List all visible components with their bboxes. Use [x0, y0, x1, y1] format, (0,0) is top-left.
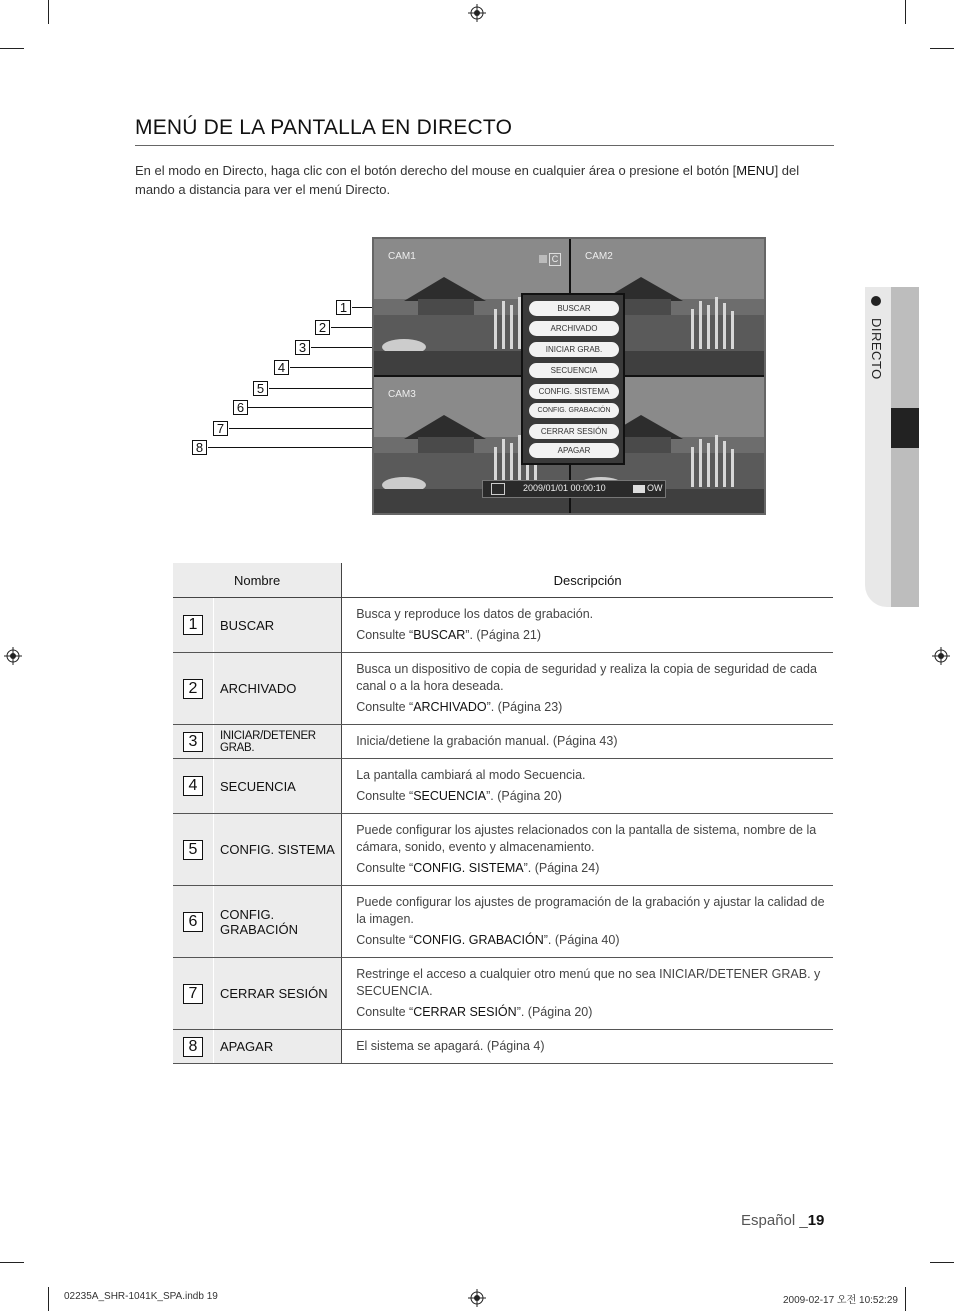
menu-item-iniciar-grab[interactable]: INICIAR GRAB.	[529, 342, 619, 357]
menu-item-archivado[interactable]: ARCHIVADO	[529, 321, 619, 336]
table-row	[173, 759, 833, 814]
side-tab-marker	[891, 408, 919, 448]
registration-mark-icon	[4, 647, 22, 665]
row-description: Busca y reproduce los datos de grabación.	[356, 607, 594, 621]
live-screen-screenshot	[372, 237, 766, 515]
row-description: Inicia/detiene la grabación manual. (Página 43)	[356, 734, 618, 748]
footer-page-number: 19	[807, 1212, 825, 1229]
row-description: Restringe el acceso a cualquier otro menú que no sea INICIAR/DETENER GRAB. y SECUENCIA.	[356, 967, 821, 998]
row-description: Puede configurar los ajustes de programación de la grabación y ajustar la calidad de la imagen.	[356, 895, 825, 926]
crop-mark	[930, 48, 954, 49]
status-time: 2009/01/01 00:00:10	[523, 483, 606, 493]
callout-1: 1	[336, 300, 351, 315]
menu-item-buscar[interactable]: BUSCAR	[529, 301, 619, 316]
row-number: 7	[183, 984, 203, 1004]
row-reference: Consulte “SECUENCIA”. (Página 20)	[356, 789, 562, 803]
row-name: BUSCAR	[214, 598, 342, 653]
callout-3: 3	[295, 340, 310, 355]
callout-6: 6	[233, 400, 248, 415]
table-row	[173, 886, 833, 958]
header-nombre: Nombre	[173, 563, 342, 598]
menu-key: MENU	[736, 163, 775, 178]
footer-file: 02235A_SHR-1041K_SPA.indb 19	[64, 1291, 218, 1302]
split-screen-icon	[491, 483, 505, 495]
status-ow: OW	[647, 483, 663, 493]
row-reference: Consulte “CONFIG. SISTEMA”. (Página 24)	[356, 861, 600, 875]
bullet-icon	[871, 296, 881, 306]
live-context-menu	[521, 293, 625, 465]
row-name: INICIAR/DETENER GRAB.	[214, 725, 342, 759]
row-number: 3	[183, 732, 203, 752]
row-name: ARCHIVADO	[214, 653, 342, 725]
callout-8: 8	[192, 440, 207, 455]
menu-description-table	[173, 563, 833, 1064]
crop-mark	[0, 1262, 24, 1263]
crop-mark	[905, 0, 906, 24]
registration-mark-icon	[932, 647, 950, 665]
callout-2: 2	[315, 320, 330, 335]
callout-5: 5	[253, 381, 268, 396]
table-row	[173, 1030, 833, 1064]
crop-mark	[930, 1262, 954, 1263]
row-number: 2	[183, 679, 203, 699]
row-description: Puede configurar los ajustes relacionados con la pantalla de sistema, nombre de la cámara, sonido, evento y almacenamiento.	[356, 823, 817, 854]
menu-item-cerrar-sesion[interactable]: CERRAR SESIÓN	[529, 424, 619, 439]
status-bar	[482, 480, 666, 498]
row-number: 8	[183, 1037, 203, 1057]
cam-label: CAM2	[585, 251, 613, 262]
intro-paragraph	[135, 161, 835, 199]
registration-mark-icon	[468, 1289, 486, 1307]
page-number	[741, 1212, 824, 1229]
crop-mark	[48, 0, 49, 24]
table-row	[173, 814, 833, 886]
header-descripcion: Descripción	[342, 563, 833, 598]
footer-language: Español _	[741, 1212, 808, 1229]
page-title: MENÚ DE LA PANTALLA EN DIRECTO	[135, 116, 513, 139]
table-row	[173, 653, 833, 725]
row-number: 1	[183, 615, 203, 635]
row-name: APAGAR	[214, 1030, 342, 1064]
row-reference: Consulte “BUSCAR”. (Página 21)	[356, 628, 542, 642]
row-description: El sistema se apagará. (Página 4)	[356, 1039, 545, 1053]
table-row	[173, 725, 833, 759]
table-row	[173, 958, 833, 1030]
intro-text-end: ] del mando a distancia para ver el menú Directo.	[135, 163, 800, 197]
menu-item-config-sistema[interactable]: CONFIG. SISTEMA	[529, 384, 619, 399]
row-name: CONFIG. SISTEMA	[214, 814, 342, 886]
footer-date: 2009-02-17 오전 10:52:29	[783, 1295, 898, 1306]
row-reference: Consulte “CERRAR SESIÓN”. (Página 20)	[356, 1005, 593, 1019]
table-row	[173, 598, 833, 653]
row-name: CERRAR SESIÓN	[214, 958, 342, 1030]
menu-item-config-grabacion[interactable]: CONFIG. GRABACIÓN	[529, 403, 619, 418]
callout-7: 7	[213, 421, 228, 436]
menu-item-secuencia[interactable]: SECUENCIA	[529, 363, 619, 378]
crop-mark	[48, 1287, 49, 1311]
cam-label: CAM3	[388, 389, 416, 400]
row-reference: Consulte “CONFIG. GRABACIÓN”. (Página 40)	[356, 933, 620, 947]
crop-mark	[905, 1287, 906, 1311]
callout-4: 4	[274, 360, 289, 375]
row-number: 6	[183, 912, 203, 932]
cam-label: CAM1	[388, 251, 416, 262]
row-name: CONFIG. GRABACIÓN	[214, 886, 342, 958]
row-description: Busca un dispositivo de copia de seguridad y realiza la copia de seguridad de cada canal o a la hora deseada.	[356, 662, 817, 693]
title-rule	[135, 145, 834, 146]
table-header-row	[173, 563, 833, 598]
hdd-icon	[633, 485, 645, 493]
crop-mark	[0, 48, 24, 49]
row-number: 5	[183, 840, 203, 860]
row-reference: Consulte “ARCHIVADO”. (Página 23)	[356, 700, 563, 714]
registration-mark-icon	[468, 4, 486, 22]
side-tab-label: DIRECTO	[869, 318, 884, 380]
row-name: SECUENCIA	[214, 759, 342, 814]
row-description: La pantalla cambiará al modo Secuencia.	[356, 768, 586, 782]
row-number: 4	[183, 776, 203, 796]
record-indicator: C	[539, 253, 561, 265]
menu-item-apagar[interactable]: APAGAR	[529, 443, 619, 458]
intro-text: En el modo en Directo, haga clic con el botón derecho del mouse en cualquier área o presione el botón [	[135, 163, 737, 178]
